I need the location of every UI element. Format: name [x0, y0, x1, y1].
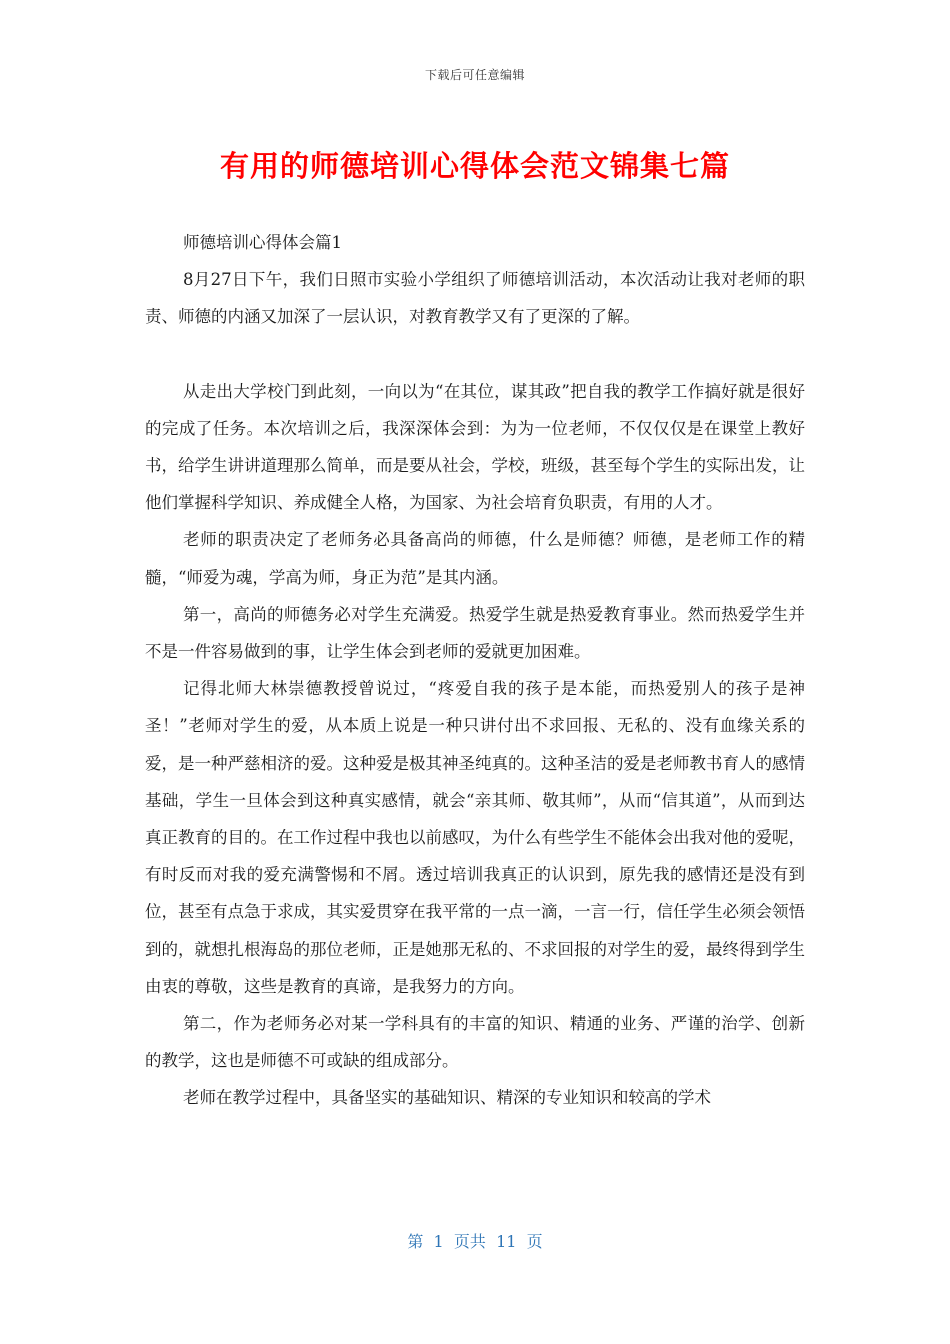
paragraph-7: 老师在教学过程中，具备坚实的基础知识、精深的专业知识和较高的学术: [182, 1088, 711, 1108]
paragraph-4: 第一，高尚的师德务必对学生充满爱。热爱学生就是热爱教育事业。然而热爱学生并不是一件容易做到的事，让学生体会到老师的爱就更加困难。: [145, 604, 805, 662]
paragraph-1: 8月27日下午，我们日照市实验小学组织了师德培训活动，本次活动让我对老师的职责、师德的内涵又加深了一层认识，对教育教学又有了更深的了解。: [145, 270, 805, 327]
paragraph-2: 从走出大学校门到此刻，一向以为“在其位，谋其政”把自我的教学工作搞好就是很好的完成了任务。本次培训之后，我深深体会到：为为一位老师，不仅仅仅是在课堂上教好书，给学生讲讲道理那么简单，而是要从社会，学校，班级，甚至每个学生的实际出发，让他们掌握科学知识、养成健全人格，为国家、为社会培育负职责，有用的人才。: [145, 381, 805, 513]
paragraph-6: 第二，作为老师务必对某一学科具有的丰富的知识、精通的业务、严谨的治学、创新的教学，这也是师德不可或缺的组成部分。: [145, 1014, 805, 1071]
document-title: 有用的师德培训心得体会范文锦集七篇: [219, 149, 730, 183]
page-header-note: 下载后可任意编辑: [424, 68, 525, 82]
paragraph-5: 记得北师大林崇德教授曾说过，“疼爱自我的孩子是本能，而热爱别人的孩子是神圣！”老师对学生的爱，从本质上说是一种只讲付出不求回报、无私的、没有血缘关系的爱，是一种严慈相济的爱。这种爱是极其神圣纯真的。这种圣洁的爱是老师教书育人的感情基础，学生一旦体会到这种真实感情，就会“亲其师、敬其师”，从而“信其道”，从而到达真正教育的目的。在工作过程中我也以前感叹，为什么有些学生不能体会出我对他的爱呢，有时反而对我的爱充满警惕和不屑。透过培训我真正的认识到，原先我的感情还是没有到位，甚至有点急于求成，其实爱贯穿在我平常的一点一滴，一言一行，信任学生必须会领悟到的，就想扎根海岛的那位老师，正是她那无私的、不求回报的对学生的爱，最终得到学生由衷的尊敬，这些是教育的真谛，是我努力的方向。: [145, 679, 805, 996]
paragraph-3: 老师的职责决定了老师务必具备高尚的师德，什么是师德？师德，是老师工作的精髓，“师爱为魂，学高为师，身正为范”是其内涵。: [145, 530, 805, 587]
page-number-footer: 第 1 页共 11 页: [407, 1232, 543, 1251]
section-heading: 师德培训心得体会篇1: [182, 233, 342, 252]
document-body: [145, 224, 805, 1117]
